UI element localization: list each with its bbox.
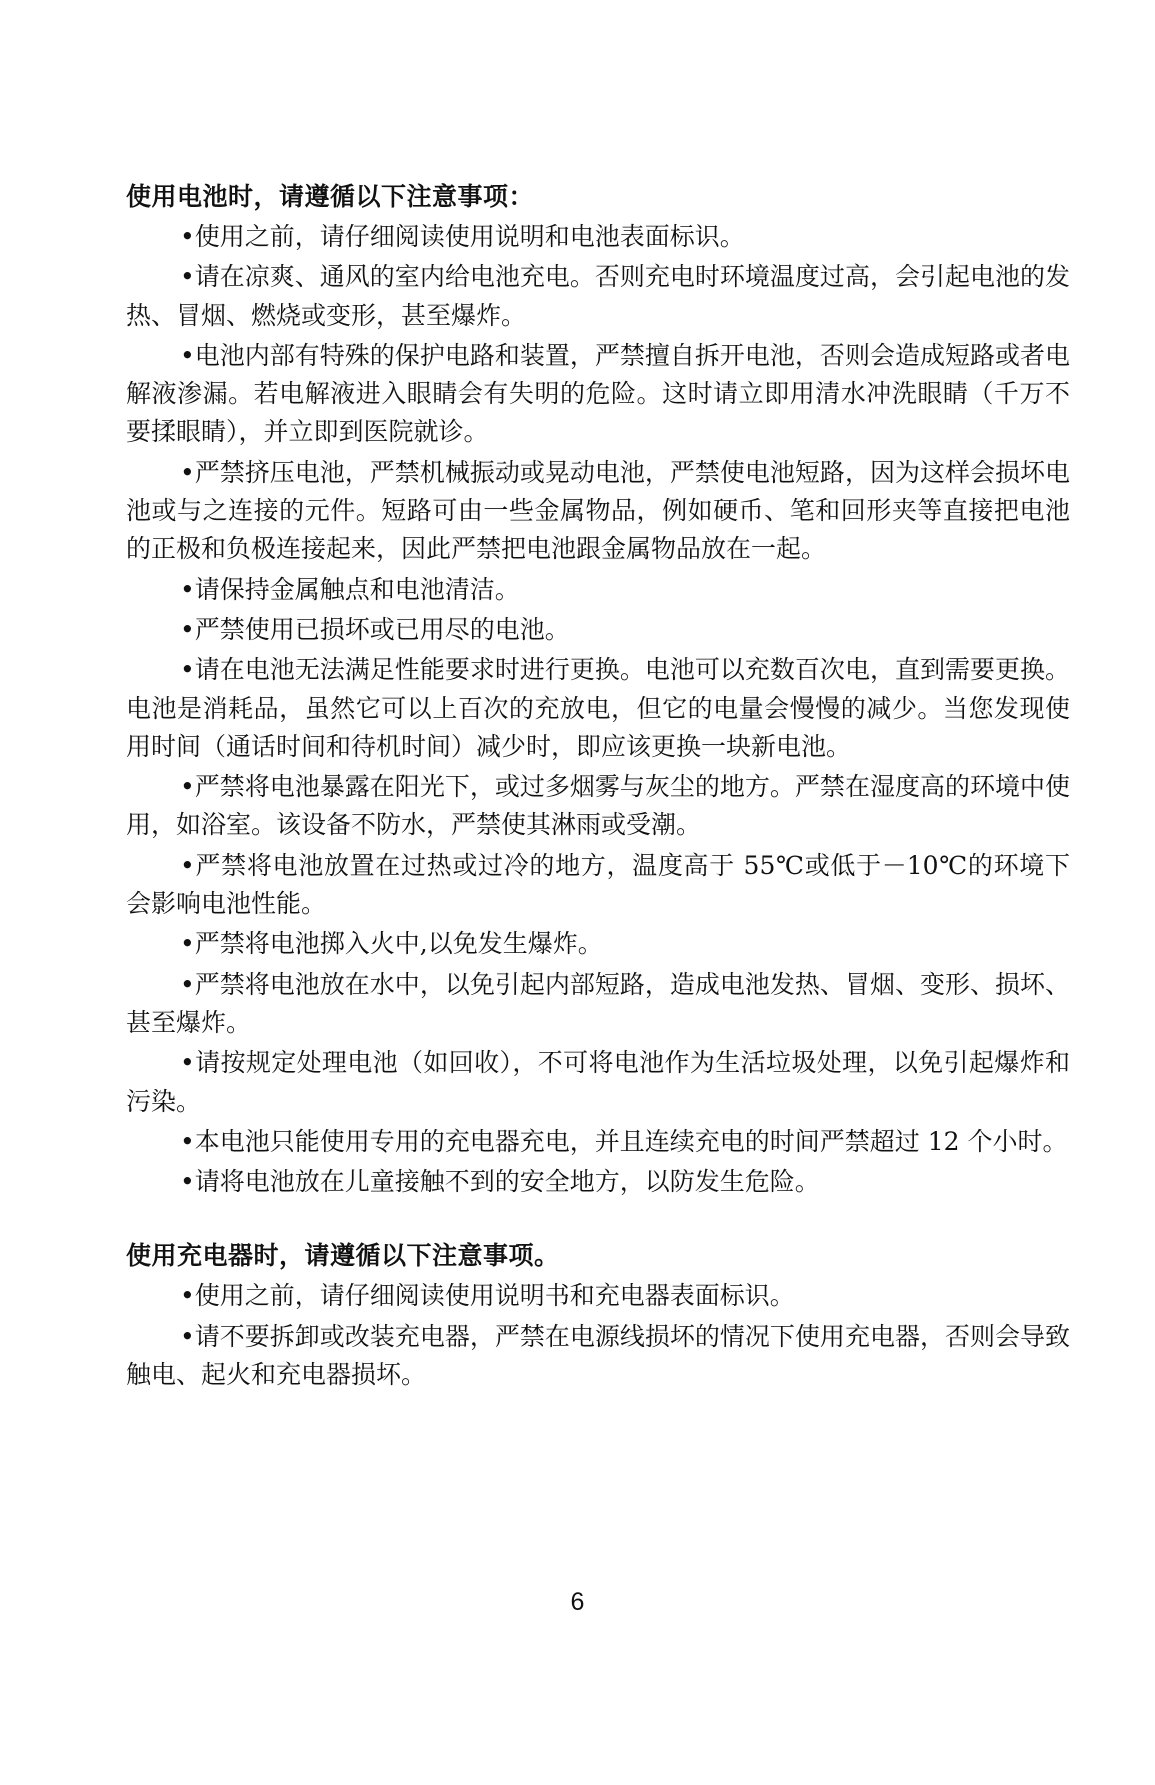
list-item: •严禁将电池掷入火中,以免发生爆炸。 xyxy=(180,929,603,959)
section-heading-battery: 使用电池时，请遵循以下注意事项： xyxy=(126,182,535,211)
charger-precautions-list xyxy=(126,1277,1070,1394)
battery-precautions-section xyxy=(126,178,1070,1201)
page-number: 6 xyxy=(570,1588,585,1616)
list-item: •请不要拆卸或改装充电器，严禁在电源线损坏的情况下使用充电器，否则会导致触电、起火和充电器损坏。 xyxy=(126,1321,1070,1390)
document-page xyxy=(126,178,1070,1396)
list-item: •严禁将电池暴露在阳光下，或过多烟雾与灰尘的地方。严禁在湿度高的环境中使用，如浴室。该设备不防水，严禁使其淋雨或受潮。 xyxy=(126,772,1070,840)
list-item: •使用之前，请仔细阅读使用说明书和充电器表面标识。 xyxy=(180,1281,795,1311)
list-item: •请在凉爽、通风的室内给电池充电。否则充电时环境温度过高，会引起电池的发热、冒烟、燃烧或变形，甚至爆炸。 xyxy=(126,262,1070,330)
list-item: •请将电池放在儿童接触不到的安全地方，以防发生危险。 xyxy=(180,1167,820,1197)
list-item: •严禁将电池放置在过热或过冷的地方，温度高于 55℃或低于－10℃的环境下会影响电池性能。 xyxy=(126,850,1070,919)
battery-precautions-list xyxy=(126,218,1070,1201)
list-item: •使用之前，请仔细阅读使用说明和电池表面标识。 xyxy=(180,222,745,251)
list-item: •电池内部有特殊的保护电路和装置，严禁擅自拆开电池，否则会造成短路或者电解液渗漏。若电解液进入眼睛会有失明的危险。这时请立即用清水冲洗眼睛（千万不要揉眼睛），并立即到医院就诊。 xyxy=(126,340,1070,447)
section-heading-charger: 使用充电器时，请遵循以下注意事项。 xyxy=(126,1241,560,1271)
list-item: •严禁使用已损坏或已用尽的电池。 xyxy=(180,614,570,644)
list-item: •本电池只能使用专用的充电器充电，并且连续充电的时间严禁超过 12 个小时。 xyxy=(180,1126,1068,1156)
list-item: •请按规定处理电池（如回收），不可将电池作为生活垃圾处理，以免引起爆炸和污染。 xyxy=(126,1048,1070,1116)
list-item: •请在电池无法满足性能要求时进行更换。电池可以充数百次电，直到需要更换。电池是消耗品，虽然它可以上百次的充放电，但它的电量会慢慢的减少。当您发现使用时间（通话时间和待机时间）减少时，即应该更换一块新电池。 xyxy=(126,655,1070,761)
list-item: •请保持金属触点和电池清洁。 xyxy=(180,574,520,604)
list-item: •严禁挤压电池，严禁机械振动或晃动电池，严禁使电池短路，因为这样会损坏电池或与之连接的元件。短路可由一些金属物品，例如硬币、笔和回形夹等直接把电池的正极和负极连接起来，因此严禁把电池跟金属物品放在一起。 xyxy=(126,457,1070,564)
charger-precautions-section xyxy=(126,1237,1070,1394)
list-item: •严禁将电池放在水中，以免引起内部短路，造成电池发热、冒烟、变形、损坏、甚至爆炸。 xyxy=(126,969,1070,1037)
